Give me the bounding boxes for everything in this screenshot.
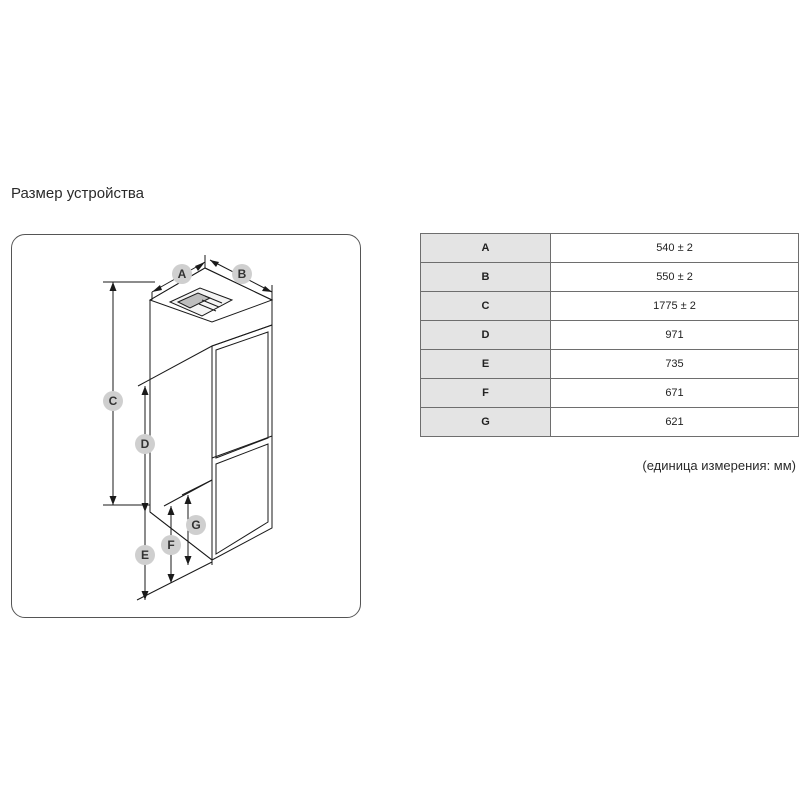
row-label: D — [421, 321, 551, 350]
row-value: 671 — [551, 379, 799, 408]
dim-label-c: C — [108, 394, 118, 408]
dim-label-g: G — [191, 518, 201, 532]
label-badges — [103, 264, 252, 565]
dim-label-f: F — [167, 538, 175, 552]
row-value: 550 ± 2 — [551, 263, 799, 292]
row-value: 621 — [551, 408, 799, 437]
table-row — [421, 234, 799, 263]
row-label: E — [421, 350, 551, 379]
row-value: 1775 ± 2 — [551, 292, 799, 321]
table-row — [421, 408, 799, 437]
table-row — [421, 292, 799, 321]
dim-label-e: E — [140, 548, 150, 562]
row-value: 735 — [551, 350, 799, 379]
row-value: 540 ± 2 — [551, 234, 799, 263]
dim-label-a: A — [177, 267, 187, 281]
table-row — [421, 379, 799, 408]
dim-label-b: B — [237, 267, 247, 281]
table-row — [421, 321, 799, 350]
unit-note: (единица измерения: мм) — [642, 458, 796, 473]
dim-label-d: D — [140, 437, 150, 451]
row-label: B — [421, 263, 551, 292]
section-title: Размер устройства — [11, 185, 145, 202]
row-label: A — [421, 234, 551, 263]
row-label: F — [421, 379, 551, 408]
row-label: G — [421, 408, 551, 437]
dimensions-table — [420, 233, 799, 437]
table-row — [421, 350, 799, 379]
row-value: 971 — [551, 321, 799, 350]
table-row — [421, 263, 799, 292]
fridge-body — [150, 268, 272, 560]
row-label: C — [421, 292, 551, 321]
